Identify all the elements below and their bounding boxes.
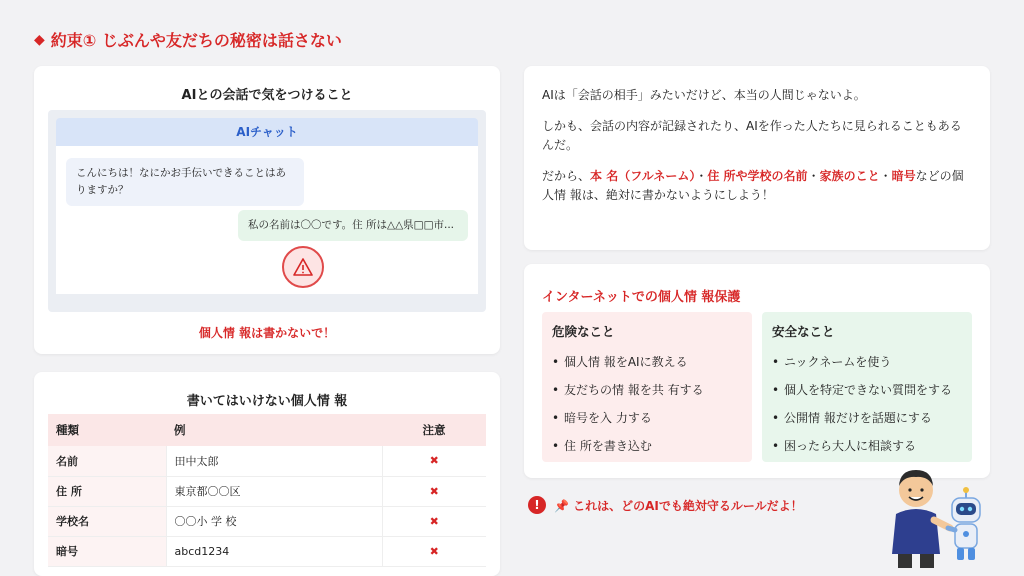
cross-icon: ✖ xyxy=(382,536,486,566)
chat-caution-card xyxy=(34,66,500,354)
chat-card-heading: AIとの会話で気をつけること xyxy=(181,88,353,103)
table-row xyxy=(48,446,486,476)
list-item: • 個人情 報をAIに教える xyxy=(552,348,742,376)
row-kind: 学校名 xyxy=(48,506,166,536)
p3-item-family: 家族のこと xyxy=(819,169,880,183)
user-message-bubble: 私の名前は〇〇です。住 所は△△県□□市... xyxy=(238,210,468,241)
table-row xyxy=(48,506,486,536)
explanation-paragraph-1: AIは「会話の相手」みたいだけど、本当の人間じゃないよ。 xyxy=(542,88,866,102)
column-header-kind: 種類 xyxy=(48,414,166,446)
explanation-paragraph-3 xyxy=(542,167,972,205)
list-item: • 暗号を入 力する xyxy=(552,404,742,432)
cross-icon: ✖ xyxy=(382,446,486,476)
p3-suffix: などの個人情 報は、絶対に書かないようにしよう！ xyxy=(542,169,964,202)
row-example: 東京都〇〇区 xyxy=(166,476,382,506)
compare-card-heading: インターネットでの個人情 報保護 xyxy=(542,290,741,305)
row-kind: 暗号 xyxy=(48,536,166,566)
teacher-figure xyxy=(892,470,950,568)
page-title-text: 約束① じぶんや友だちの秘密は話さない xyxy=(50,31,342,50)
row-kind: 名前 xyxy=(48,446,166,476)
privacy-compare-card xyxy=(524,264,990,478)
list-item: • 友だちの情 報を共 有する xyxy=(552,376,742,404)
forbidden-info-card xyxy=(34,372,500,576)
diamond-icon: ◆ xyxy=(34,31,45,48)
list-item: • 困ったら大人に相談する xyxy=(772,432,962,460)
table-card-heading: 書いてはいけない個人情 報 xyxy=(186,394,348,409)
row-example: abcd1234 xyxy=(166,536,382,566)
robot-figure xyxy=(948,487,980,560)
row-example: 〇〇小 学 校 xyxy=(166,506,382,536)
rule-note xyxy=(528,496,803,514)
danger-box xyxy=(542,312,752,462)
explanation-card xyxy=(524,66,990,250)
danger-title: 危険なこと xyxy=(552,324,615,339)
forbidden-info-table xyxy=(48,414,486,567)
teacher-robot-illustration xyxy=(884,462,984,570)
ai-message-bubble: こんにちは！なにかお手伝いできることはありますか？ xyxy=(66,158,304,206)
list-item: • ニックネームを使う xyxy=(772,348,962,376)
list-item: • 住 所を書き込む xyxy=(552,432,742,460)
list-item: • 個人を特定できない質問をする xyxy=(772,376,962,404)
exclamation-icon: ! xyxy=(528,496,546,514)
safe-title: 安全なこと xyxy=(772,324,835,339)
p3-separator: ・ xyxy=(807,169,820,183)
warning-icon xyxy=(282,246,324,288)
table-row xyxy=(48,476,486,506)
p3-separator: ・ xyxy=(695,169,708,183)
p3-item-address-school: 住 所や学校の名前 xyxy=(707,169,808,183)
cross-icon: ✖ xyxy=(382,506,486,536)
row-kind: 住 所 xyxy=(48,476,166,506)
p3-prefix: だから、 xyxy=(542,169,591,183)
p3-item-fullname: 本 名（フルネーム） xyxy=(590,169,696,183)
table-row xyxy=(48,536,486,566)
warning-text: 個人情 報は書かないで！ xyxy=(198,326,336,340)
explanation-paragraph-2: しかも、会話の内容が記録されたり、AIを作った人たちに見られることもあるんだ。 xyxy=(542,119,962,152)
p3-item-password: 暗号 xyxy=(891,169,916,183)
chat-header: AIチャット xyxy=(56,118,478,146)
chat-window xyxy=(48,110,486,312)
page-title xyxy=(34,28,342,51)
chat-body xyxy=(56,146,478,294)
cross-icon: ✖ xyxy=(382,476,486,506)
row-example: 田中太郎 xyxy=(166,446,382,476)
p3-separator: ・ xyxy=(879,169,892,183)
column-header-example: 例 xyxy=(166,414,382,446)
table-header-row xyxy=(48,414,486,446)
list-item: • 公開情 報だけを話題にする xyxy=(772,404,962,432)
safe-box xyxy=(762,312,972,462)
column-header-note: 注意 xyxy=(382,414,486,446)
rule-note-text: 📌 これは、どのAIでも絶対守るルールだよ！ xyxy=(554,498,803,513)
